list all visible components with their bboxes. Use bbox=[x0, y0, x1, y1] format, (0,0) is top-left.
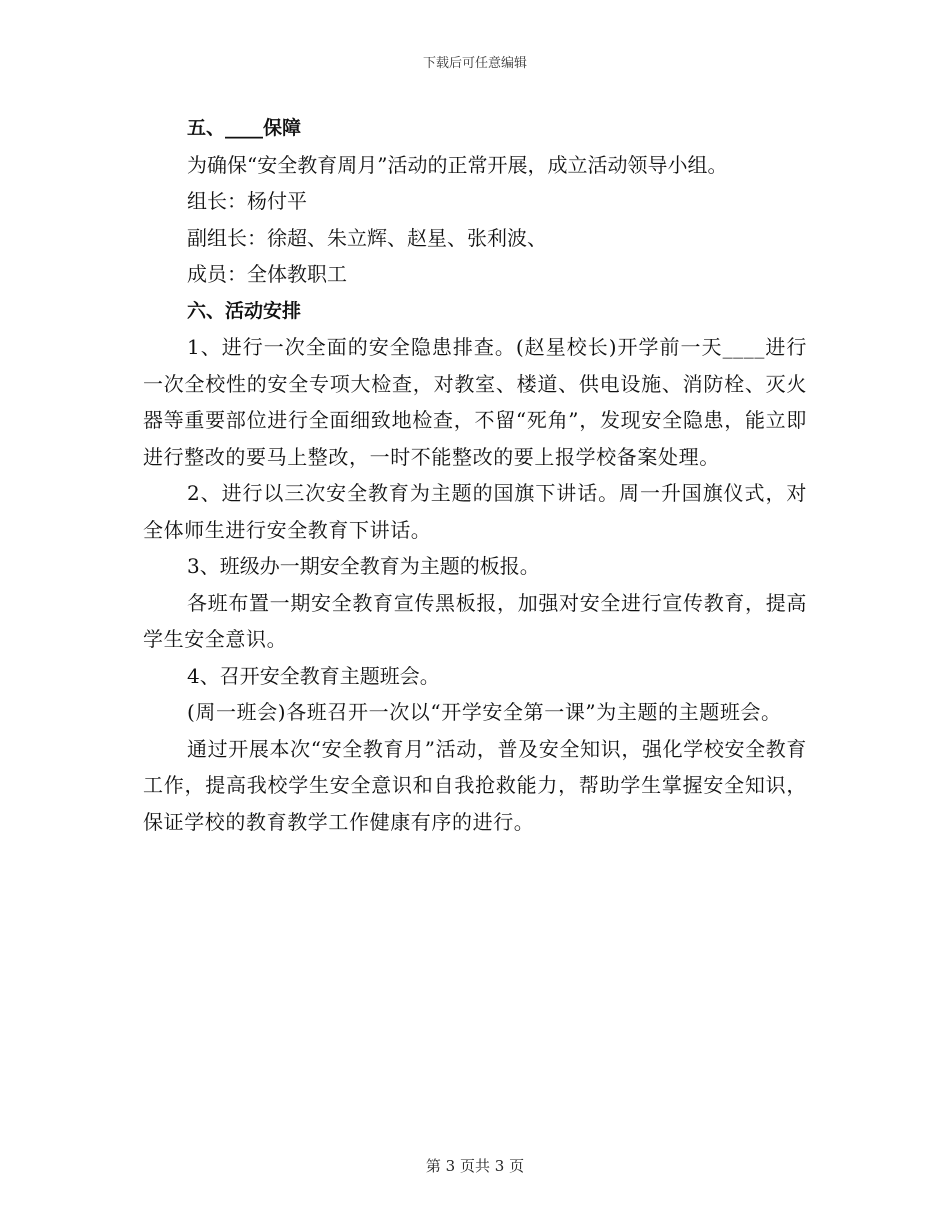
section-5-intro: 为确保“安全教育周月”活动的正常开展，成立活动领导小组。 bbox=[187, 152, 728, 177]
activity-item-1: 1、进行一次全面的安全隐患排查。(赵星校长)开学前一天____进行一次全校性的安全专项大检查，对教室、楼道、供电设施、消防栓、灭火器等重要部位进行全面细致地检查，不留“死角”，发现安全隐患，能立即进行整改的要马上整改，一时不能整改的要上报学校备案处理。 bbox=[143, 335, 807, 469]
members-line: 成员：全体教职工 bbox=[187, 262, 347, 286]
activity-item-4: 4、召开安全教育主题班会。 bbox=[187, 663, 440, 688]
page-header: 下载后可任意编辑 bbox=[422, 56, 527, 71]
activity-item-2: 2、进行以三次安全教育为主题的国旗下讲话。周一升国旗仪式，对全体师生进行安全教育下讲话。 bbox=[143, 481, 807, 542]
activity-item-3: 3、班级办一期安全教育为主题的板报。 bbox=[187, 554, 540, 578]
document-body bbox=[143, 110, 807, 840]
activity-item-3-detail: 各班布置一期安全教育宣传黑板报，加强对安全进行宣传教育，提高学生安全意识。 bbox=[143, 590, 807, 651]
leader-line: 组长：杨付平 bbox=[187, 189, 307, 213]
page-footer: 第 3 页共 3 页 bbox=[425, 1157, 525, 1175]
section-heading-5: 五、____保障 bbox=[187, 117, 302, 139]
vice-leaders-line: 副组长：徐超、朱立辉、赵星、张利波、 bbox=[187, 225, 547, 250]
conclusion-paragraph: 通过开展本次“安全教育月”活动，普及安全知识，强化学校安全教育工作，提高我校学生安全意识和自我抢救能力，帮助学生掌握安全知识，保证学校的教育教学工作健康有序的进行。 bbox=[143, 736, 807, 834]
section-heading-6: 六、活动安排 bbox=[187, 299, 302, 322]
activity-item-4-detail: (周一班会)各班召开一次以“开学安全第一课”为主题的主题班会。 bbox=[187, 700, 782, 724]
